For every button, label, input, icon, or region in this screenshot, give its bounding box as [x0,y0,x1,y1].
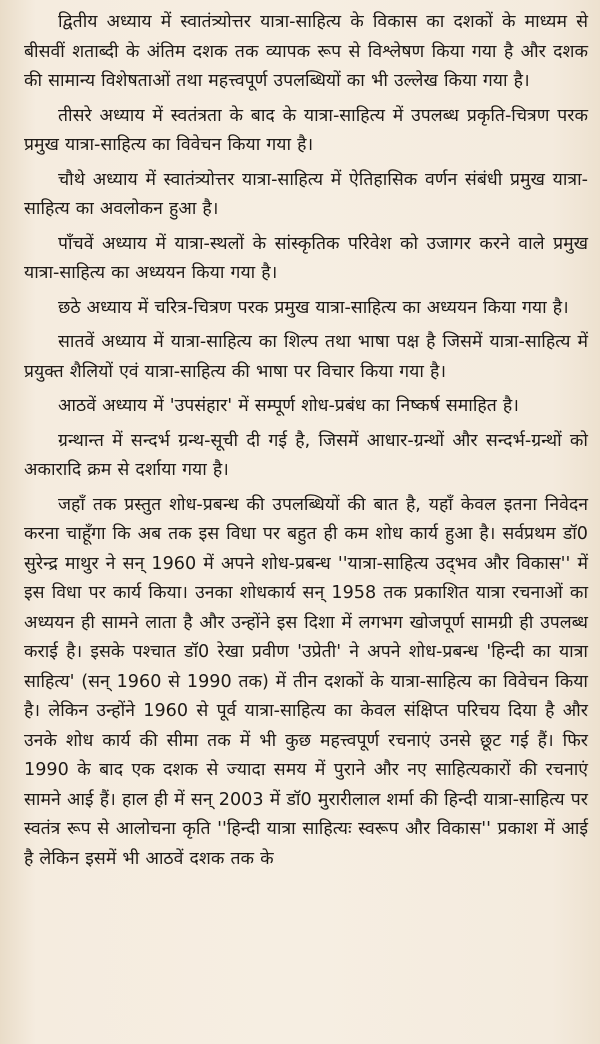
paragraph-bibliography: ग्रन्थान्त में सन्दर्भ ग्रन्थ-सूची दी गई है, जिसमें आधार-ग्रन्थों और सन्दर्भ-ग्रन्थों को अकारादि क्रम से दर्शाया गया है। [24,430,588,480]
paragraph-chapter-6: छठे अध्याय में चरित्र-चित्रण परक प्रमुख यात्रा-साहित्य का अध्ययन किया गया है। [58,297,569,318]
paragraph-chapter-2: द्वितीय अध्याय में स्वातंत्र्योत्तर यात्रा-साहित्य के विकास का दशकों के माध्यम से बीसवीं शताब्दी के अंतिम दशक तक व्यापक रूप से विश्लेषण किया गया है और दशक की सामान्य विशेषताओं तथा महत्त्वपूर्ण उपलब्धियों का भी उल्लेख किया गया है। [24,12,588,91]
paragraph-chapter-4: चौथे अध्याय में स्वातंत्र्योत्तर यात्रा-साहित्य में ऐतिहासिक वर्णन संबंधी प्रमुख यात्रा-साहित्य का अवलोकन हुआ है। [24,169,588,219]
paragraph-chapter-5: पाँचवें अध्याय में यात्रा-स्थलों के सांस्कृतिक परिवेश को उजागर करने वाले प्रमुख यात्रा-साहित्य का अध्ययन किया गया है। [24,233,588,283]
paragraph-achievements: जहाँ तक प्रस्तुत शोध-प्रबन्ध की उपलब्धियों की बात है, यहाँ केवल इतना निवेदन करना चाहूँगा कि अब तक इस विधा पर बहुत ही कम शोध कार्य हुआ है। सर्वप्रथम डॉ0 सुरेन्द्र माथुर ने सन् 1960 में अपने शोध-प्रबन्ध ''यात्रा-साहित्य उद्‌भव और विकास'' में इस विधा पर कार्य किया। उनका शोधकार्य सन् 1958 तक प्रकाशित यात्रा रचनाओं का अध्ययन ही सामने लाता है और उन्होंने इस दिशा में लगभग खोजपूर्ण सामग्री ही उपलब्ध कराई है। इसके पश्चात डॉ0 रेखा प्रवीण 'उप्रेती' ने अपने शोध-प्रबन्ध 'हिन्दी का यात्रा साहित्य' (सन् 1960 से 1990 तक) में तीन दशकों के यात्रा-साहित्य का विवेचन किया है। लेकिन उन्होंने 1960 से पूर्व यात्रा-साहित्य का केवल संक्षिप्त परिचय दिया है और उनके शोध कार्य की सीमा तक में भी कुछ महत्त्वपूर्ण रचनाएं उनसे छूट गई हैं। फिर 1990 के बाद एक दशक से ज्यादा समय में पुराने और नए साहित्यकारों की रचनाएं सामने आई हैं। हाल ही में सन् 2003 में डॉ0 मुरारीलाल शर्मा की हिन्दी यात्रा-साहित्य पर स्वतंत्र रूप से आलोचना कृति ''हिन्दी यात्रा साहित्यः स्वरूप और विकास'' प्रकाश में आई है लेकिन इसमें भी आठवें दशक तक के [24,494,588,869]
paragraph-chapter-8: आठवें अध्याय में 'उपसंहार' में सम्पूर्ण शोध-प्रबंध का निष्कर्ष समाहित है। [58,396,519,416]
paragraph-chapter-3: तीसरे अध्याय में स्वतंत्रता के बाद के यात्रा-साहित्य में उपलब्ध प्रकृति-चित्रण परक प्रमुख यात्रा-साहित्य का विवेचन किया गया है। [24,105,588,155]
paragraph-chapter-7: सातवें अध्याय में यात्रा-साहित्य का शिल्प तथा भाषा पक्ष है जिसमें यात्रा-साहित्य में प्रयुक्त शैलियों एवं यात्रा-साहित्य की भाषा पर विचार किया गया है। [24,332,588,382]
